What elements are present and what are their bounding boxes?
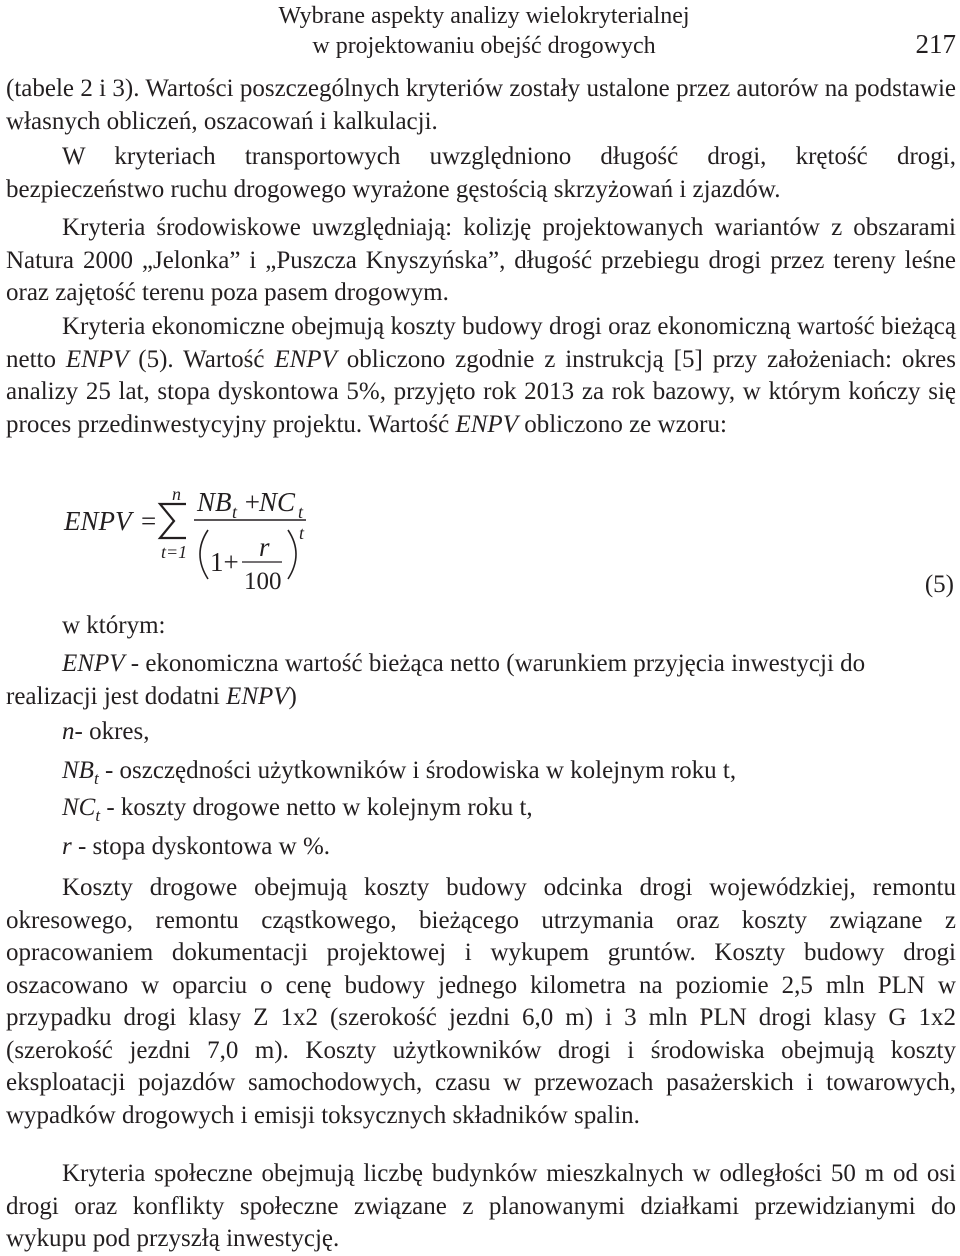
definition-text: - koszty drogowe netto w kolejnym roku t, — [100, 794, 533, 821]
symbol-r: r — [62, 833, 72, 860]
right-paren-icon — [288, 530, 296, 579]
definition-enpv — [6, 648, 956, 713]
equation-number: (5) — [924, 571, 954, 598]
running-header — [262, 1, 706, 61]
sum-upper-limit: n — [172, 484, 181, 504]
symbol-nb: NB — [62, 757, 94, 784]
denominator-exponent: t — [299, 523, 305, 543]
symbol-enpv: ENPV — [62, 650, 125, 677]
enpv-term: ENPV — [455, 410, 518, 438]
formula-lhs: ENPV — [64, 506, 132, 536]
numerator-plus: + — [238, 487, 267, 517]
text-run: (5). Wartość — [128, 345, 275, 373]
symbol-nb-sub: t — [93, 769, 99, 788]
definition-nc — [62, 792, 960, 833]
running-header-line2: w projektowaniu obejść drogowych — [312, 33, 656, 59]
paragraph-social-criteria: Kryteria społeczne obejmują liczbę budynków mieszkalnych w odległości 50 m od osi drogi oraz konflikty społeczne związane z planowanymi działkami przewidzianymi do wykupu pod przyszłą inwestycję. — [6, 1160, 956, 1252]
text-run: Kryteria ekonomiczne obejmują koszty budowy drogi oraz ekonomiczną wartość bieżącą netto — [6, 313, 956, 373]
denominator-one-plus: 1+ — [210, 547, 239, 577]
left-paren-icon — [200, 530, 208, 579]
sigma-icon — [160, 504, 186, 538]
paragraph-intro: (tabele 2 i 3). Wartości poszczególnych kryteriów zostały ustalone przez autorów na podstawie własnych obliczeń, oszacowań i kalkulacji. — [6, 75, 956, 135]
formula-equals: = — [141, 506, 157, 536]
numerator-nc-sub: t — [298, 502, 304, 522]
definition-text: - okres, — [74, 718, 150, 745]
definition-n — [62, 716, 960, 749]
definition-text: - oszczędności użytkowników i środowiska w kolejnym roku t, — [98, 757, 737, 784]
denominator-r: r — [259, 532, 270, 562]
paragraph-economic-criteria — [6, 311, 956, 441]
paragraph-environmental-criteria: Kryteria środowiskowe uwzględniają: kolizję projektowanych wariantów z obszarami Natura 2000 „Jelonka” i „Puszcza Knyszyńska”, długość przebiegu drogi przez tereny leśne oraz zajętość terenu poza pasem drogowym. — [6, 214, 956, 306]
paragraph-transport-criteria: W kryteriach transportowych uwzględniono długość drogi, krętość drogi, bezpieczeństwo ruchu drogowego wyrażone gęstością skrzyżowań i zjazdów. — [6, 143, 956, 203]
numerator-nb-sub: t — [232, 502, 238, 522]
enpv-term: ENPV — [65, 345, 129, 373]
definition-r — [62, 831, 960, 864]
numerator-nc: NC — [259, 487, 296, 517]
text-run: obliczono zgodnie z instrukcją [5] przy założeniach: okres analizy 25 lat, stopa dyskontowa 5%, przyjęto rok 2013 za rok bazowy, w którym kończy się proces przedinwestycyjny projektu. Wartość — [6, 345, 956, 438]
definition-text: ) — [288, 682, 297, 710]
definition-text: - ekonomiczna wartość bieżąca netto (warunkiem przyjęcia inwestycji do realizacji jest dodatni — [6, 650, 866, 710]
paragraph-road-costs: Koszty drogowe obejmują koszty budowy odcinka drogi wojewódzkiej, remontu okresowego, remontu cząstkowego, bieżącego utrzymania oraz koszty związane z opracowaniem dokumentacji projektowej i wykupem gruntów. Koszty budowy drogi oszacowano w oparciu o cenę budowy jednego kilometra na poziomie 2,5 mln PLN w przypadku drogi klasy Z 1x2 (szerokość jezdni 6,0 m) i 3 mln PLN drogi klasy G 1x2 (szerokość jezdni 7,0 m). Koszty użytkowników drogi i środowiska obejmują koszty eksploatacji pojazdów samochodowych, czasu w przewozach pasażerskich i towarowych, wypadków drogowych i emisji toksycznych składników spalin. — [6, 874, 956, 1129]
sum-lower-limit: t=1 — [161, 542, 188, 562]
symbol-n: n — [62, 718, 75, 745]
running-header-line1: Wybrane aspekty analizy wielokryterialnej — [278, 3, 690, 29]
page-number: 217 — [915, 29, 956, 59]
symbol-enpv-inline: ENPV — [226, 682, 289, 710]
symbol-nc-sub: t — [95, 806, 101, 825]
definition-text: - stopa dyskontowa w %. — [71, 833, 331, 860]
definitions-intro: w którym: — [62, 612, 166, 639]
enpv-term: ENPV — [274, 345, 337, 373]
definition-nb — [62, 755, 960, 796]
denominator-100: 100 — [244, 568, 282, 595]
symbol-nc: NC — [62, 794, 96, 821]
numerator-nb: NB — [197, 487, 232, 517]
text-run: obliczono ze wzoru: — [517, 410, 727, 438]
enpv-formula — [62, 484, 362, 604]
